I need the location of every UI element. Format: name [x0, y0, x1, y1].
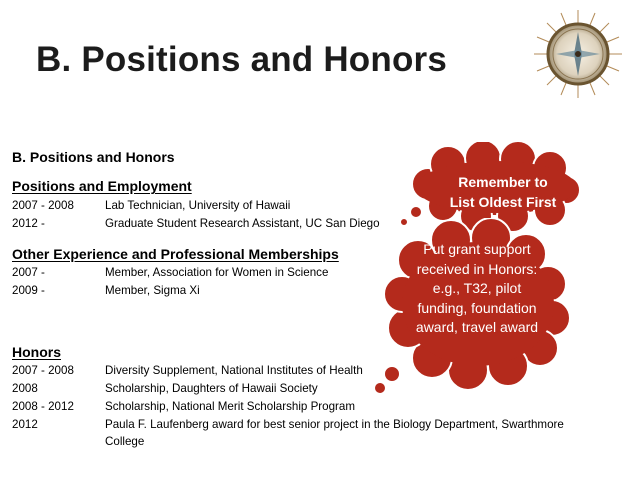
callout-line: e.g., T32, pilot [432, 280, 522, 296]
honors-heading: Honors [12, 344, 61, 360]
compass-icon [532, 8, 624, 100]
row-date: 2007 - [12, 266, 45, 279]
row-desc: Member, Sigma Xi [105, 284, 200, 297]
slide-title: B. Positions and Honors [36, 40, 448, 79]
callout-line: received in Honors: [416, 260, 538, 277]
row-date: 2008 [12, 382, 38, 395]
callout-top-text [418, 172, 588, 212]
row-desc-continued: College [105, 435, 145, 448]
callout-line: award, travel award [415, 319, 539, 335]
row-desc: Member, Association for Women in Science [105, 266, 329, 279]
row-desc: Lab Technician, University of Hawaii [105, 199, 291, 212]
row-date: 2007 - 2008 [12, 199, 74, 212]
row-desc: Scholarship, Daughters of Hawaii Society [105, 382, 318, 395]
callout-line: Remember to [458, 174, 548, 190]
row-date: 2009 - [12, 284, 45, 297]
row-date: 2007 - 2008 [12, 364, 74, 377]
row-desc: Paula F. Laufenberg award for best senior project in the Biology Department, Swarthmore [105, 418, 564, 431]
callout-bottom-text [392, 240, 562, 338]
row-date: 2008 - 2012 [12, 400, 74, 413]
row-desc: Diversity Supplement, National Institutes of Health [105, 364, 363, 377]
callout-line: Put grant support [423, 241, 531, 257]
document-section-title: B. Positions and Honors [12, 149, 175, 165]
row-date: 2012 - [12, 217, 45, 230]
row-date: 2012 [12, 418, 38, 431]
callout-line: List Oldest First [449, 194, 557, 210]
positions-heading: Positions and Employment [12, 178, 192, 194]
row-desc: Scholarship, National Merit Scholarship Program [105, 400, 356, 413]
other-experience-heading: Other Experience and Professional Memberships [12, 246, 339, 262]
row-desc: Graduate Student Research Assistant, UC San Diego [105, 217, 380, 230]
callout-line: funding, foundation [417, 299, 537, 316]
